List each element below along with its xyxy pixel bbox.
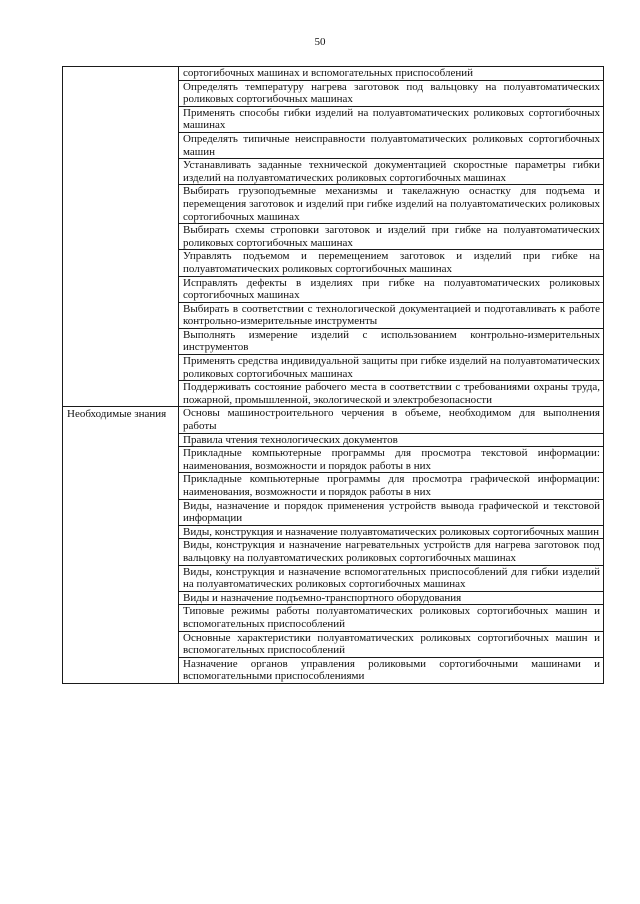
page-number: 50 xyxy=(314,36,326,48)
requirement-item: Виды, назначение и порядок применения устройств вывода графической и текстовой информации xyxy=(179,499,604,525)
requirements-table xyxy=(62,66,604,684)
requirement-item: Применять способы гибки изделий на полуавтоматических роликовых сортогибочных машинах xyxy=(179,106,604,132)
requirement-item: Прикладные компьютерные программы для просмотра графической информации: наименования, возможности и порядок работы в них xyxy=(179,473,604,499)
section-label xyxy=(63,67,179,407)
requirement-item: Исправлять дефекты в изделиях при гибке на полуавтоматических роликовых сортогибочных машинах xyxy=(179,276,604,302)
requirement-item: Управлять подъемом и перемещением заготовок и изделий при гибке на полуавтоматических роликовых сортогибочных машинах xyxy=(179,250,604,276)
table-row xyxy=(63,67,604,81)
requirement-item: Правила чтения технологических документов xyxy=(179,433,604,447)
requirement-item: Виды, конструкция и назначение нагревательных устройств для нагрева заготовок под вальцовку на полуавтоматических роликовых сортогибочных машинах xyxy=(179,539,604,565)
section-label: Необходимые знания xyxy=(63,407,179,683)
requirement-item: Выбирать грузоподъемные механизмы и такелажную оснастку для подъема и перемещения заготовок и изделий при гибке изделий на полуавтоматических роликовых сортогибочных машинах xyxy=(179,185,604,224)
requirement-item: Выполнять измерение изделий с использованием контрольно-измерительных инструментов xyxy=(179,328,604,354)
requirement-item: Виды и назначение подъемно-транспортного оборудования xyxy=(179,591,604,605)
requirement-item: Виды, конструкция и назначение вспомогательных приспособлений для гибки изделий на полуавтоматических роликовых сортогибочных машинах xyxy=(179,565,604,591)
requirement-item: Применять средства индивидуальной защиты при гибке изделий на полуавтоматических роликовых сортогибочных машинах xyxy=(179,355,604,381)
requirement-item: Выбирать в соответствии с технологической документацией и подготавливать к работе контрольно-измерительные инструменты xyxy=(179,302,604,328)
requirement-item: Типовые режимы работы полуавтоматических роликовых сортогибочных машин и вспомогательных приспособлений xyxy=(179,605,604,631)
requirement-item: Виды, конструкция и назначение полуавтоматических роликовых сортогибочных машин xyxy=(179,525,604,539)
requirements-table-body xyxy=(63,67,604,684)
requirement-item: Прикладные компьютерные программы для просмотра текстовой информации: наименования, возможности и порядок работы в них xyxy=(179,447,604,473)
requirement-item: Выбирать схемы строповки заготовок и изделий при гибке на полуавтоматических роликовых сортогибочных машинах xyxy=(179,224,604,250)
requirement-item: Устанавливать заданные технической документацией скоростные параметры гибки изделий на полуавтоматических роликовых сортогибочных машинах xyxy=(179,159,604,185)
requirement-item: Основные характеристики полуавтоматических роликовых сортогибочных машин и вспомогательных приспособлений xyxy=(179,631,604,657)
table-row xyxy=(63,407,604,433)
requirement-item: Назначение органов управления роликовыми сортогибочными машинами и вспомогательными приспособлениями xyxy=(179,657,604,683)
requirement-item: Определять типичные неисправности полуавтоматических роликовых сортогибочных машин xyxy=(179,132,604,158)
requirement-item: Поддерживать состояние рабочего места в соответствии с требованиями охраны труда, пожарной, промышленной, экологической и электробезопасности xyxy=(179,381,604,407)
requirement-item: Определять температуру нагрева заготовок под вальцовку на полуавтоматических роликовых сортогибочных машинах xyxy=(179,80,604,106)
requirement-item: Основы машиностроительного черчения в объеме, необходимом для выполнения работы xyxy=(179,407,604,433)
requirement-item: сортогибочных машинах и вспомогательных приспособлений xyxy=(179,67,604,81)
